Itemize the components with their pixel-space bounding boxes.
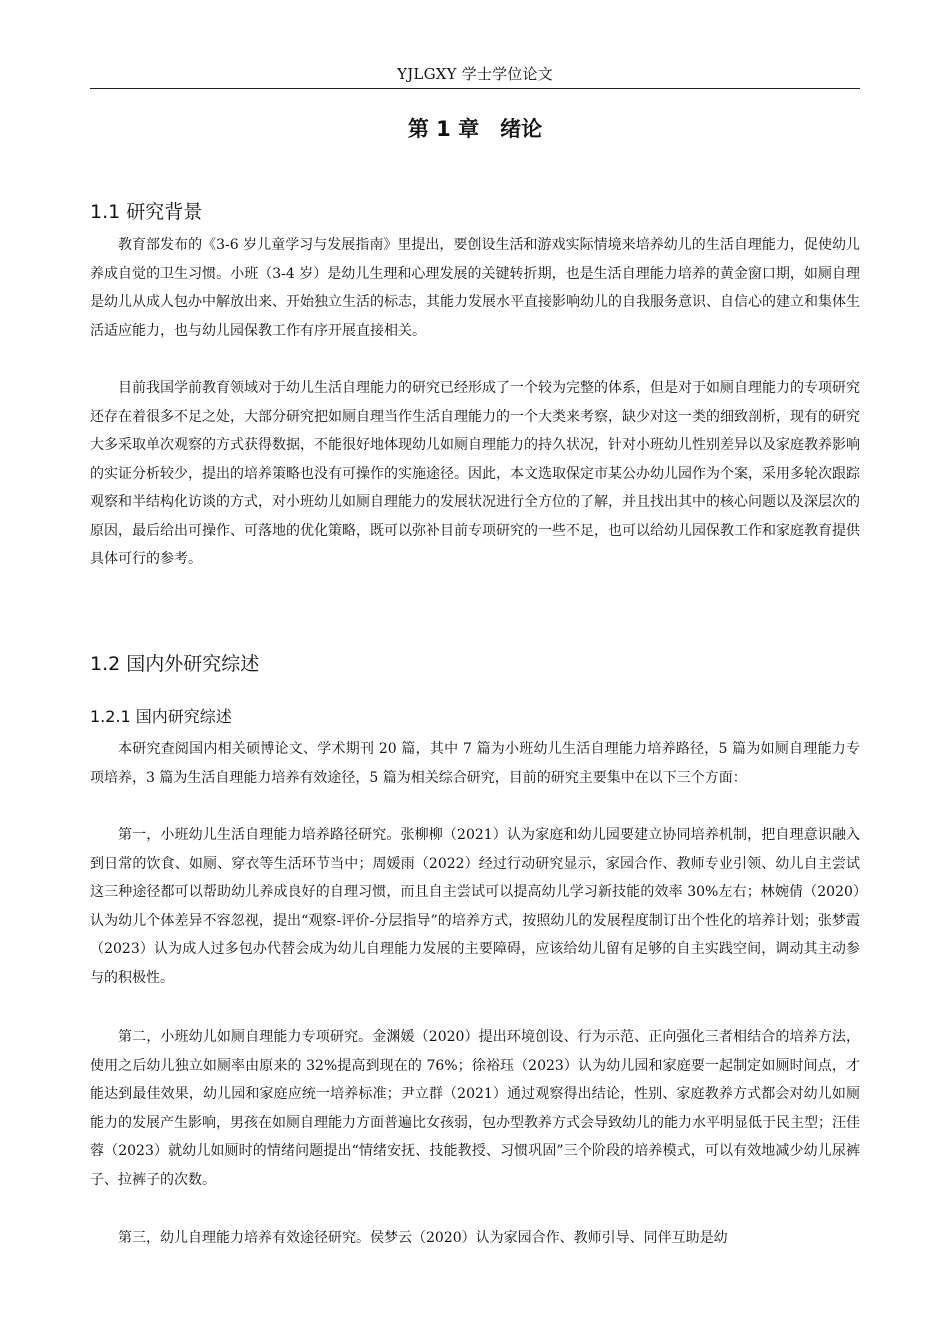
chapter-title: 第 1 章 绪论 — [407, 117, 543, 141]
header-divider — [90, 88, 860, 89]
subsection-heading-1-2-1: 1.2.1 国内研究综述 — [90, 707, 232, 726]
running-header: YJLGXY 学士学位论文 — [397, 65, 553, 83]
paragraph-background-2: 目前我国学前教育领域对于幼儿生活自理能力的研究已经形成了一个较为完整的体系，但是对于如厕自理能力的专项研究还存在着很多不足之处，大部分研究把如厕自理当作生活自理能力的一个大类来考察，缺少对这一类的细致剖析，现有的研究大多采取单次观察的方式获得数据，不能很好地体现幼儿如厕自理能力的持久状况，针对小班幼儿性别差异以及家庭教养影响的实证分析较少，提出的培养策略也没有可操作的实施途径。因此，本文选取保定市某公办幼儿园作为个案，采用多轮次跟踪观察和半结构化访谈的方式，对小班幼儿如厕自理能力的发展状况进行全方位的了解，并且找出其中的核心问题以及深层次的原因，最后给出可操作、可落地的优化策略，既可以弥补目前专项研究的一些不足，也可以给幼儿园保教工作和家庭教育提供具体可行的参考。 — [90, 380, 860, 567]
section-heading-1-1: 1.1 研究背景 — [90, 201, 203, 223]
paragraph-review-first: 第一，小班幼儿生活自理能力培养路径研究。张柳柳（2021）认为家庭和幼儿园要建立协同培养机制，把自理意识融入到日常的饮食、如厕、穿衣等生活环节当中；周媛雨（2022）经过行动研究显示，家园合作、教师专业引领、幼儿自主尝试这三种途径都可以帮助幼儿养成良好的自理习惯，而且自主尝试可以提高幼儿学习新技能的效率 30%左右；林婉倩（2020）认为幼儿个体差异不容忽视，提出“观察-评价-分层指导”的培养方式，按照幼儿的发展程度制订出个性化的培养计划；张梦霞（2023）认为成人过多包办代替会成为幼儿自理能力发展的主要障碍，应该给幼儿留有足够的自主实践空间，调动其主动参与的积极性。 — [90, 827, 860, 986]
section-heading-1-2: 1.2 国内外研究综述 — [90, 653, 260, 675]
paragraph-review-second: 第二，小班幼儿如厕自理能力专项研究。金渊媛（2020）提出环境创设、行为示范、正向强化三者相结合的培养方法，使用之后幼儿独立如厕率由原来的 32%提高到现在的 76%；徐裕珏（2023）认为幼儿园和家庭要一起制定如厕时间点，才能达到最佳效果，幼儿园和家庭应统一培养标准；尹立群（2021）通过观察得出结论，性别、家庭教养方式都会对幼儿如厕能力的发展产生影响，男孩在如厕自理能力方面普遍比女孩弱，包办型教养方式会导致幼儿的能力水平明显低于民主型；汪佳蓉（2023）就幼儿如厕时的情绪问题提出“情绪安抚、技能教授、习惯巩固”三个阶段的培养模式，可以有效地减少幼儿尿裤子、拉裤子的次数。 — [90, 1029, 860, 1188]
paragraph-review-third: 第三，幼儿自理能力培养有效途径研究。侯梦云（2020）认为家园合作、教师引导、同伴互助是幼 — [118, 1230, 728, 1246]
paragraph-review-intro: 本研究查阅国内相关硕博论文、学术期刊 20 篇，其中 7 篇为小班幼儿生活自理能力培养路径，5 篇为如厕自理能力专项培养，3 篇为生活自理能力培养有效途径，5 篇为相关综合研究，目前的研究主要集中在以下三个方面： — [90, 741, 860, 786]
paragraph-background-1: 教育部发布的《3-6 岁儿童学习与发展指南》里提出，要创设生活和游戏实际情境来培养幼儿的生活自理能力，促使幼儿养成自觉的卫生习惯。小班（3-4 岁）是幼儿生理和心理发展的关键转折期，也是生活自理能力培养的黄金窗口期，如厕自理是幼儿从成人包办中解放出来、开始独立生活的标志，其能力发展水平直接影响幼儿的自我服务意识、自信心的建立和集体生活适应能力，也与幼儿园保教工作有序开展直接相关。 — [90, 237, 860, 339]
